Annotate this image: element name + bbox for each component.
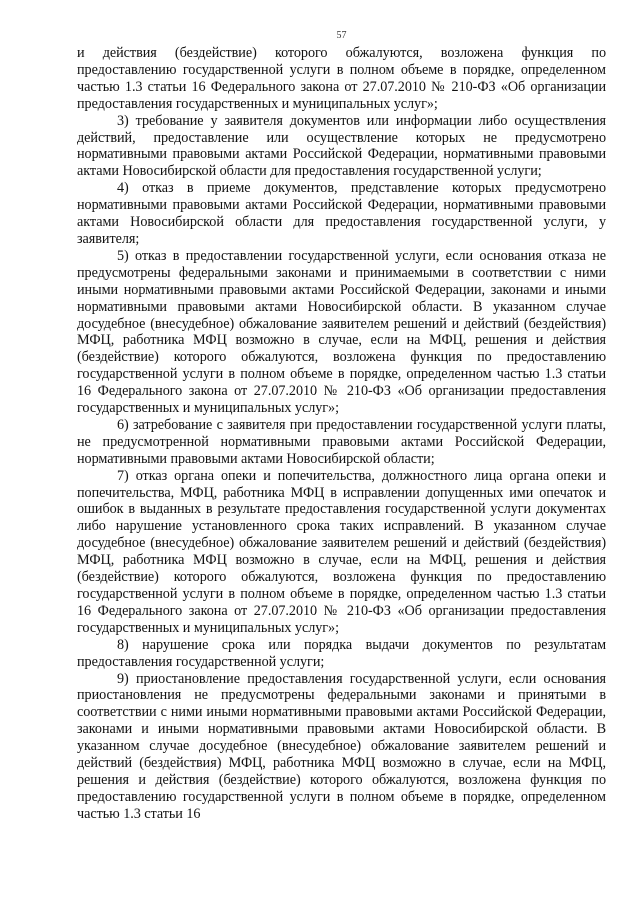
document-body: [77, 45, 606, 823]
paragraph-item-8: 8) нарушение срока или порядка выдачи документов по результатам предоставления государственной услуги;: [77, 636, 606, 670]
page-number: 57: [336, 30, 347, 41]
paragraph-item-9: 9) приостановление предоставления государственной услуги, если основания приостановления не предусмотрены федеральными законами и принятыми в соответствии с ними иными нормативными правовыми актами Российской Федерации, законами и иными нормативными правовыми актами Новосибирской области. В указанном случае досудебное (внесудебное) обжалование заявителем решений и действий (бездействия) МФЦ, работника МФЦ возможно в случае, если на МФЦ, решения и действия (бездействие) которого обжалуются, возложена функция по предоставлению государственной услуги в полном объеме в порядке, определенном частью 1.3 статьи 16: [77, 670, 606, 822]
paragraph-continuation: и действия (бездействие) которого обжалуются, возложена функция по предоставлению государственной услуги в полном объеме в порядке, определенном частью 1.3 статьи 16 Федерального закона от 27.07.2010 № 210-ФЗ «Об организации предоставления государственных и муниципальных услуг»;: [77, 45, 606, 112]
paragraph-item-4: 4) отказ в приеме документов, представление которых предусмотрено нормативными правовыми актами Российской Федерации, нормативными правовыми актами Новосибирской области для предоставления государственной услуги, у заявителя;: [77, 180, 606, 247]
paragraph-item-5: 5) отказ в предоставлении государственной услуги, если основания отказа не предусмотрены федеральными законами и принимаемыми в соответствии с ними иными нормативными правовыми актами Российской Федерации, законами и иными нормативными правовыми актами Новосибирской области. В указанном случае досудебное (внесудебное) обжалование заявителем решений и действий (бездействия) МФЦ, работника МФЦ возможно в случае, если на МФЦ, решения и действия (бездействие) которого обжалуются, возложена функция по предоставлению государственной услуги в полном объеме в порядке, определенном частью 1.3 статьи 16 Федерального закона от 27.07.2010 № 210-ФЗ «Об организации предоставления государственных и муниципальных услуг»;: [77, 247, 606, 417]
paragraph-item-6: 6) затребование с заявителя при предоставлении государственной услуги платы, не предусмотренной нормативными правовыми актами Российской Федерации, нормативными правовыми актами Новосибирской области;: [77, 416, 606, 467]
paragraph-item-7: 7) отказ органа опеки и попечительства, должностного лица органа опеки и попечительства, МФЦ, работника МФЦ в исправлении допущенных ими опечаток и ошибок в выданных в результате предоставления государственной услуги документах либо нарушение установленного срока таких исправлений. В указанном случае досудебное (внесудебное) обжалование заявителем решений и действий (бездействия) МФЦ, работника МФЦ возможно в случае, если на МФЦ, решения и действия (бездействие) которого обжалуются, возложена функция по предоставлению государственной услуги в полном объеме в порядке, определенном частью 1.3 статьи 16 Федерального закона от 27.07.2010 № 210-ФЗ «Об организации предоставления государственных и муниципальных услуг»;: [77, 467, 606, 636]
paragraph-item-3: 3) требование у заявителя документов или информации либо осуществления действий, предоставление или осуществление которых не предусмотрено нормативными правовыми актами Российской Федерации, нормативными правовыми актами Новосибирской области для предоставления государственной услуги;: [77, 112, 606, 180]
